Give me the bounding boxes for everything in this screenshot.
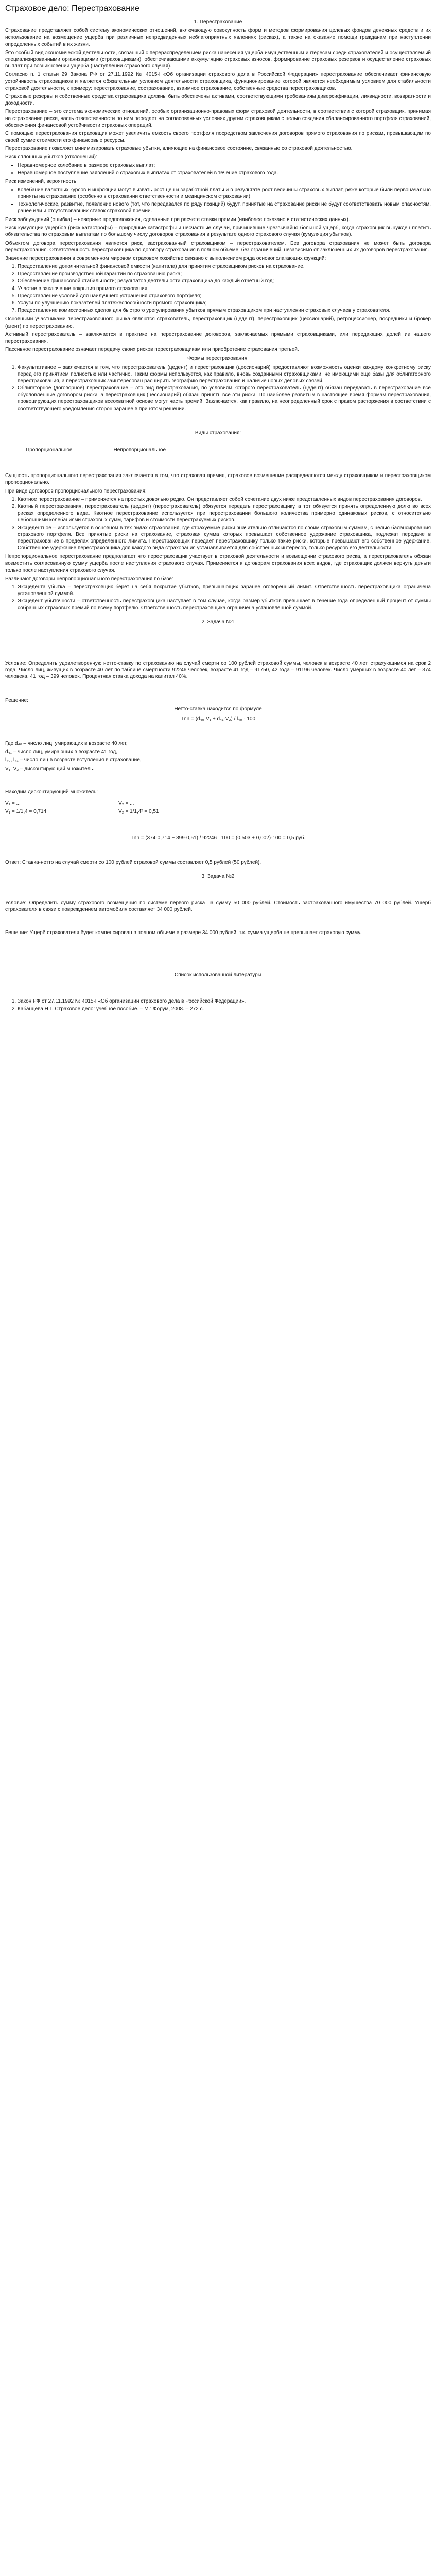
calculation: Tnn = (374·0,714 + 399·0,51) / 92246 · 100 = (0,503 + 0,002)·100 = 0,5 руб. [130,835,306,841]
list-item: • Неравномерное колебание в размере страховых выплат; [18,162,431,169]
list-item: • Неравномерное поступление заявлений о страховых выплатах от страхователей в течение страхового года. [18,170,431,176]
v-left: V₁ = 1/1,4 = 0,714 [5,809,47,815]
list-item: 2. Облигаторное (договорное) перестрахование – это вид перестрахования, по условиям которого перестрахователь (цедент) обязан передавать в перестрахование все обусловленные договором риски, а перестраховщик (цессионарий) обязан принять все эти риски. По наиболее развитым в настоящее время формам перестрахования, провоцирующих перестраховщиков всеохватной основе могут часть премий. Заключается, как правило, на неопределенный срок с правом расторжения в соответствии с соответствующего уведомления сторон заранее в принятом решении. [18,385,431,412]
paragraph: Риск заблуждений (ошибка) – неверные предположения, сделанные при расчете ставки премии (наиболее показано в статистических данных). [5,216,350,223]
discount-values [5,800,431,816]
section-heading: 1. Перестрахование [194,19,242,25]
where-line: Где d₄₀ – число лиц, умирающих в возрасте 40 лет, [5,741,128,747]
paragraph: При виде договоров пропорционального перестрахования: [5,488,147,494]
solution-label: Решение: [5,697,28,703]
paragraph: Согласно п. 1 статьи 29 Закона РФ от 27.11.1992 № 4015-I «Об организации страхового дела в Российской Федерации» перестрахование обеспечивает финансовую устойчивость страховщиков и является обязательным условием деятельности страховщика, функционирование которой является необходимым условием для стабильности страховой деятельности, к примеру: перестрахование, сострахование, взаимное страхование, собственные средства перестраховщиков. [5,72,431,91]
list-item: 1. Факультативное – заключается в том, что перестрахователь (цедент) и перестраховщик (цессионарий) предоставляют возможность оценки каждому конкретному риску перед его принятием полностью или частично. Таким формы используется, как правило, вновь созданными страховщиками, не имеющими еще базы для облигаторного перестрахования, а перестраховщик заинтересован расширить географию перестрахования и наличие новых деловых связей. [18,364,431,385]
types-heading: Виды страхования: [195,430,241,436]
list-item: 2. Предоставление производственной гарантии по страхованию риска; [18,270,431,277]
formula-caption: Нетто-ставка находится по формуле [174,706,262,712]
list-item: 4. Участие в заключение покрытия прямого страхования; [18,285,431,292]
paragraph: Риск кумуляции ущербов (риск катастрофы) – природные катастрофы и несчастные случаи, причинившие чрезвычайно большой ущерб, когда страховщик вынужден платить обязательства по страховым выплатам по большому числу договоров страхования в результате одного страхового случая (кумуляция убытков). [5,225,431,238]
list-item: 1. Квотное перестрахование – применяется на простых довольно редко. Он представляет собой сочетание двух ниже представленных видов перестрахования договоров. [18,496,431,503]
intro-block [5,27,431,160]
paragraph: Страховые резервы и собственные средства страховщика должны быть обеспечены активами, соответствующими требованиям диверсификации, ликвидности, возвратности и доходности. [5,93,431,107]
formula: Tnn = (d₄₀·V₁ + d₄₁·V₂) / l₄₀ · 100 [180,716,256,722]
type-nonproportional: Непропорциональное [113,447,166,453]
task2-heading: 3. Задача №2 [201,874,235,880]
paragraph: Сущность пропорционального перестрахования заключается в том, что страховая премия, страховое возмещение распределяются между страховщиком и перестраховщиком пропорционально. [5,473,431,486]
list-item: 2. Эксцедент убыточности – ответственность перестраховщика наступает в том случае, когда размер убытков превышает в течение года определенный процент от суммы собранных страховых премий по всему портфелю. Ответственность перестраховщика ограничена установленной суммой. [18,598,431,611]
list-item: • Технологические, развитие, появление нового (тот, что передавался по ряду позиций) будут, принятые на страхование риски не будут соответствовать новым опасностям, ранее или и отсутствовавших ставок страховой премии. [18,201,431,214]
forms-heading: Формы перестрахования: [187,355,249,362]
reference-item: 1. Закон РФ от 27.11.1992 № 4015-I «Об организации страхового дела в Российской Федерации». [18,998,431,1005]
type-proportional: Пропорциональное [26,447,73,453]
paragraph: Активный перестрахователь – заключается в практике на перестрахование договоров, заключаемых прямыми страховщиками, или передающих долей из нашего перестрахования. [5,331,431,344]
list-item: • Колебание валютных курсов и инфляции могут вызвать рост цен и заработной платы и в результате рост величины страховых выплат, реже которые были первоначально приняты на страхование (особенно в страховании ответственности и медицинском страховании). [18,187,431,200]
proportional-list [5,496,431,552]
answer: Ответ: Ставка-нетто на случай смерти со 100 рублей страховой суммы составляет 0,5 рублей (50 рублей). [5,860,261,866]
nonprop-list [5,584,431,612]
paragraph: Риск сплошных убытков (отклонений): [5,154,97,160]
forms-list [5,364,431,412]
paragraph: Объектом договора перестрахования является риск, застрахованный страховщиком – перестрахователем. Без договора страхования не может быть договора перестрахования. Ответственность перестраховщика по договору страхования в полном объеме, без ограничений, независимо от заключенных их договоров перестрахования. [5,240,431,253]
list-item: 3. Эксцедентное – используется в основном в тех видах страхования, где страхуемые риски значительно отличаются по своим страховым суммам, с целью балансирования страхового портфеля. Все принятые риски на страхование, страховая сумма которых превышает собственное удержание страховщика, подлежат передаче в перестрахование в пределах определенного лимита. Перестраховщик передает перестраховщику только такие риски, которые превышают его собственное удержание. Собственное удержание перестраховщика для каждого вида страхования устанавливается для собственных интересов, только ресурсов его деятельности. [18,524,431,552]
paragraph: Это особый вид экономической деятельности, связанный с перераспределением риска нанесения ущерба имущественным интересам среди страхователей и осуществляемый специализированными организациями (страховщиками), обеспечивающими аккумуляцию страховых взносов, формирование страховых резервов и осуществление страховых выплат при возникновении ущерба (наступлении страхового случая). [5,49,431,70]
types-row [5,447,431,453]
reference-item: 2. Кабанцева Н.Г. Страховое дело: учебное пособие. – М.: Форум, 2008. – 272 с. [18,1006,431,1012]
document-page [0,0,436,1035]
list-item: 1. Предоставление дополнительной финансовой емкости (капитала) для принятия страховщиком рисков на страхование. [18,263,431,270]
risk-list-2 [5,187,431,214]
where-line: d₄₁ – число лиц, умирающих в возрасте 41 год, [5,749,118,755]
references-list [5,998,431,1012]
risk-list-1 [5,162,431,176]
document-title: Страховое дело: Перестрахование [5,0,431,16]
list-item: 6. Услуги по улучшению показателей платежеспособности прямого страховщика; [18,300,431,307]
where-line: V₁, V₂ – дисконтирующий множитель. [5,766,95,772]
list-item: 1. Эксцедента убытка – перестраховщик берет на себя покрытие убытков, превышающих заранее оговоренный лимит. Ответственность перестраховщика ограничена установленной суммой. [18,584,431,597]
paragraph: Основными участниками перестраховочного рынка являются страхователь, перестраховщик (цедент), перестраховщик (цессионарий), ретроцессионер, посредники и брокер (агент) по перестрахованию. [5,316,431,329]
v-left: V₁ = ... [5,801,21,807]
paragraph: Различают договоры непропорционального перестрахования по базе: [5,575,173,582]
task2-condition: Условие: Определить сумму страхового возмещения по системе первого риска на сумму 50 000 рублей. Стоимость застрахованного имущества 70 000 рублей. Ущерб страхователя в связи с повреждением автомобиля составляет 34 000 рублей. [5,900,431,912]
paragraph: Перестрахование – это система экономических отношений, особых организационно-правовых форм страховой деятельности, в соответствии с которой страховщик, принимая на страхование риски, часть ответственности по ним передает на согласованных условиях другим страховщикам с целью создания сбалансированного портфеля страхований, обеспечения финансовой устойчивости страховых операций. [5,109,431,128]
paragraph: С помощью перестрахования страховщик может увеличить емкость своего портфеля посредством заключения договоров прямого страхования по рискам, превышающим по своей сумме стоимости его финансовые ресурсы. [5,130,431,144]
list-item: 3. Обеспечение финансовой стабильности; результатов деятельности страховщика до каждый отчетный год; [18,278,431,284]
paragraph: Пассивное перестрахование означает передачу своих рисков перестраховщикам или приобретение страхования третьей. [5,347,299,353]
where-line: l₄₀, l₄₁ – число лиц в возрасте вступления в страхование, [5,757,142,764]
discount-caption: Находим дисконтирующий множитель: [5,789,98,795]
functions-list [5,263,431,314]
answer: Решение: Ущерб страхователя будет компенсирован в полном объеме в размере 34 000 рублей, т.к. сумма ущерба не превышает страховую сумму. [5,929,361,936]
list-item: 5. Предоставление условий для наилучшего устранения страхового портфеля; [18,293,431,299]
paragraph: Значение перестрахования в современном мировом страховом хозяйстве связано с выполнением ряда основополагающих функций: [5,255,326,261]
task1-heading: 2. Задача №1 [201,619,235,625]
paragraph: Страхование представляет собой систему экономических отношений, включающую совокупность форм и методов формирования целевых фондов денежных средств и их использование на возмещение ущерба при различных непредвиденных неблагоприятных явлениях (рисках), а также на оказание помощи гражданам при наступлении определенных событий в их жизни. [5,28,431,47]
task1-condition: Условие: Определить удовлетворенную нетто-ставку по страхованию на случай смерти со 100 рублей страховой суммы, человек в возрасте 40 лет, страхующимся на срок 2 года. Число лиц, живущих в возрасте 40 лет по таблице смертности 92246 человек, возрасте 41 год – 91750, 42 года – 91196 человек. Число умерших в возрасте 40 лет – 374 человека, 41 год – 399 человек. Процентная ставка дохода на капитал 40%. [5,660,431,680]
list-item: 7. Предоставление комиссионных сделок для быстрого урегулирования убытков прямым страховщиком при наступлении страховых случаев у страхователя. [18,307,431,314]
paragraph: Перестрахование позволяет минимизировать страховые убытки, влияющие на финансовое состояние, связанные со страховой деятельностью. [5,146,353,152]
references-heading: Список использованной литературы [175,972,261,978]
v-right: V₂ = 1/1,4² = 0,51 [118,809,159,815]
list-item: 2. Квотный перестрахования, перестрахователь (цедент) (перестрахователь) обязуется передать перестраховщику, а тот обязуется принять определенную долю во всех рисках определенного вида. Квотное перестрахование используется при перестраховании большого количества примерно одинаковых рисков, с относительно небольшими колебаниями страховых сумм, тарифов и стоимости перестрахуемых рисков. [18,503,431,524]
paragraph: Непропорциональное перестрахование предполагает что перестраховщик участвует в страховой деятельности и возмещении страхового риска, а перестрахователь обязан возместить согласованную сумму ущерба после наступления страхового случая. Применяется к договорам страхования всех видов, где страховщик должен вернуть деньги только после наступления страхового случая. [5,554,431,573]
paragraph: Риск изменений, вероятность: [5,179,78,185]
v-right: V₂ = ... [118,801,134,807]
